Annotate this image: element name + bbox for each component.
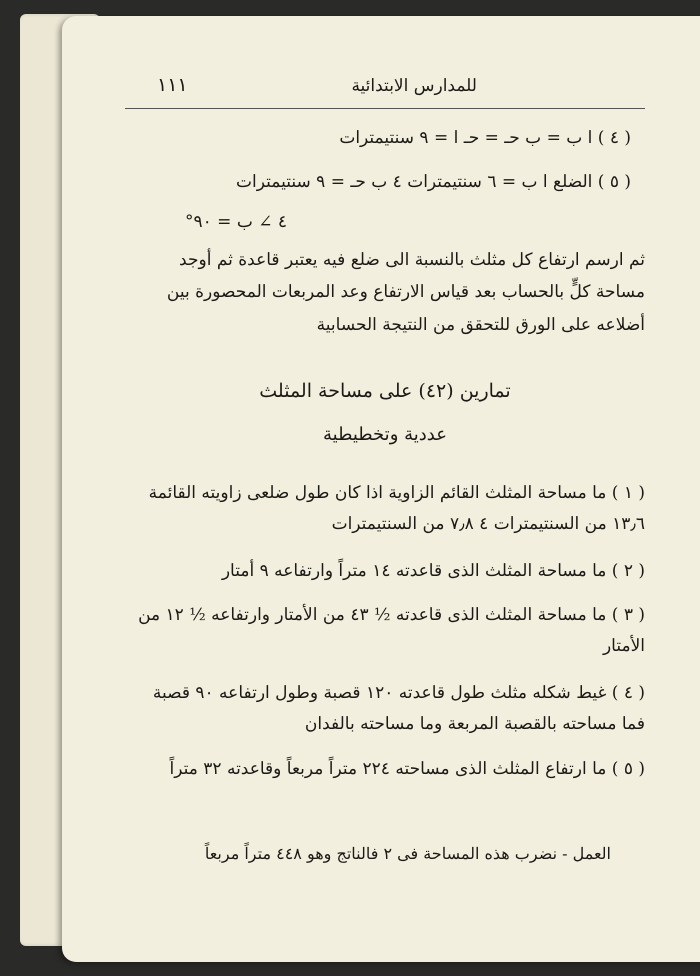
exercise-2: ( ٢ ) ما مساحة المثلث الذى قاعدته ١٤ متراً وارتفاعه ٩ أمتار <box>221 561 645 581</box>
list-item-5: ( ٥ ) الضلع ا ب = ٦ سنتيمترات ٤ ب حـ = ٩ سنتيمترات <box>236 172 631 192</box>
running-head-title: للمدارس الابتدائية <box>351 76 477 96</box>
exercise-4: ( ٤ ) غيط شكله مثلث طول قاعدته ١٢٠ قصبة وطول ارتفاعه ٩٠ قصبة فما مساحته بالقصبة المربعة وما مساحته بالفدان <box>152 683 645 734</box>
exercise-1: ( ١ ) ما مساحة المثلث القائم الزاوية اذا كان طول ضلعى زاويته القائمة ١٣٫٦ من السنتيمترات ٤ ٧٫٨ من السنتيمترات <box>148 483 645 534</box>
page-content <box>125 72 645 863</box>
running-head <box>125 72 645 109</box>
exercise-5: ( ٥ ) ما ارتفاع المثلث الذى مساحته ٢٢٤ متراً مربعاً وقاعدته ٣٢ متراً <box>169 759 645 779</box>
section-heading: تمارين (٤٢) على مساحة المثلث <box>259 380 511 402</box>
list-item-5-angle: ٤ ∠ ب = ٩٠° <box>185 212 288 232</box>
section-subheading: عددية وتخطيطية <box>323 424 447 445</box>
instruction-paragraph: ثم ارسم ارتفاع كل مثلث بالنسبة الى ضلع فيه يعتبر قاعدة ثم أوجد مساحة كلٍّ بالحساب بعد قياس الارتفاع وعد المربعات المحصورة بين أضلاعه على الورق للتحقق من النتيجة الحسابية <box>166 250 645 335</box>
solution-work: العمل - نضرب هذه المساحة فى ٢ فالناتج وهو ٤٤٨ متراً مربعاً <box>204 844 611 863</box>
exercise-3: ( ٣ ) ما مساحة المثلث الذى قاعدته ½ ٤٣ من الأمتار وارتفاعه ½ ١٢ من الأمتار <box>138 605 645 656</box>
page-number: ١١١ <box>157 74 188 96</box>
list-item-4: ( ٤ ) ا ب = ب حـ = حـ ا = ٩ سنتيمترات <box>339 128 631 148</box>
